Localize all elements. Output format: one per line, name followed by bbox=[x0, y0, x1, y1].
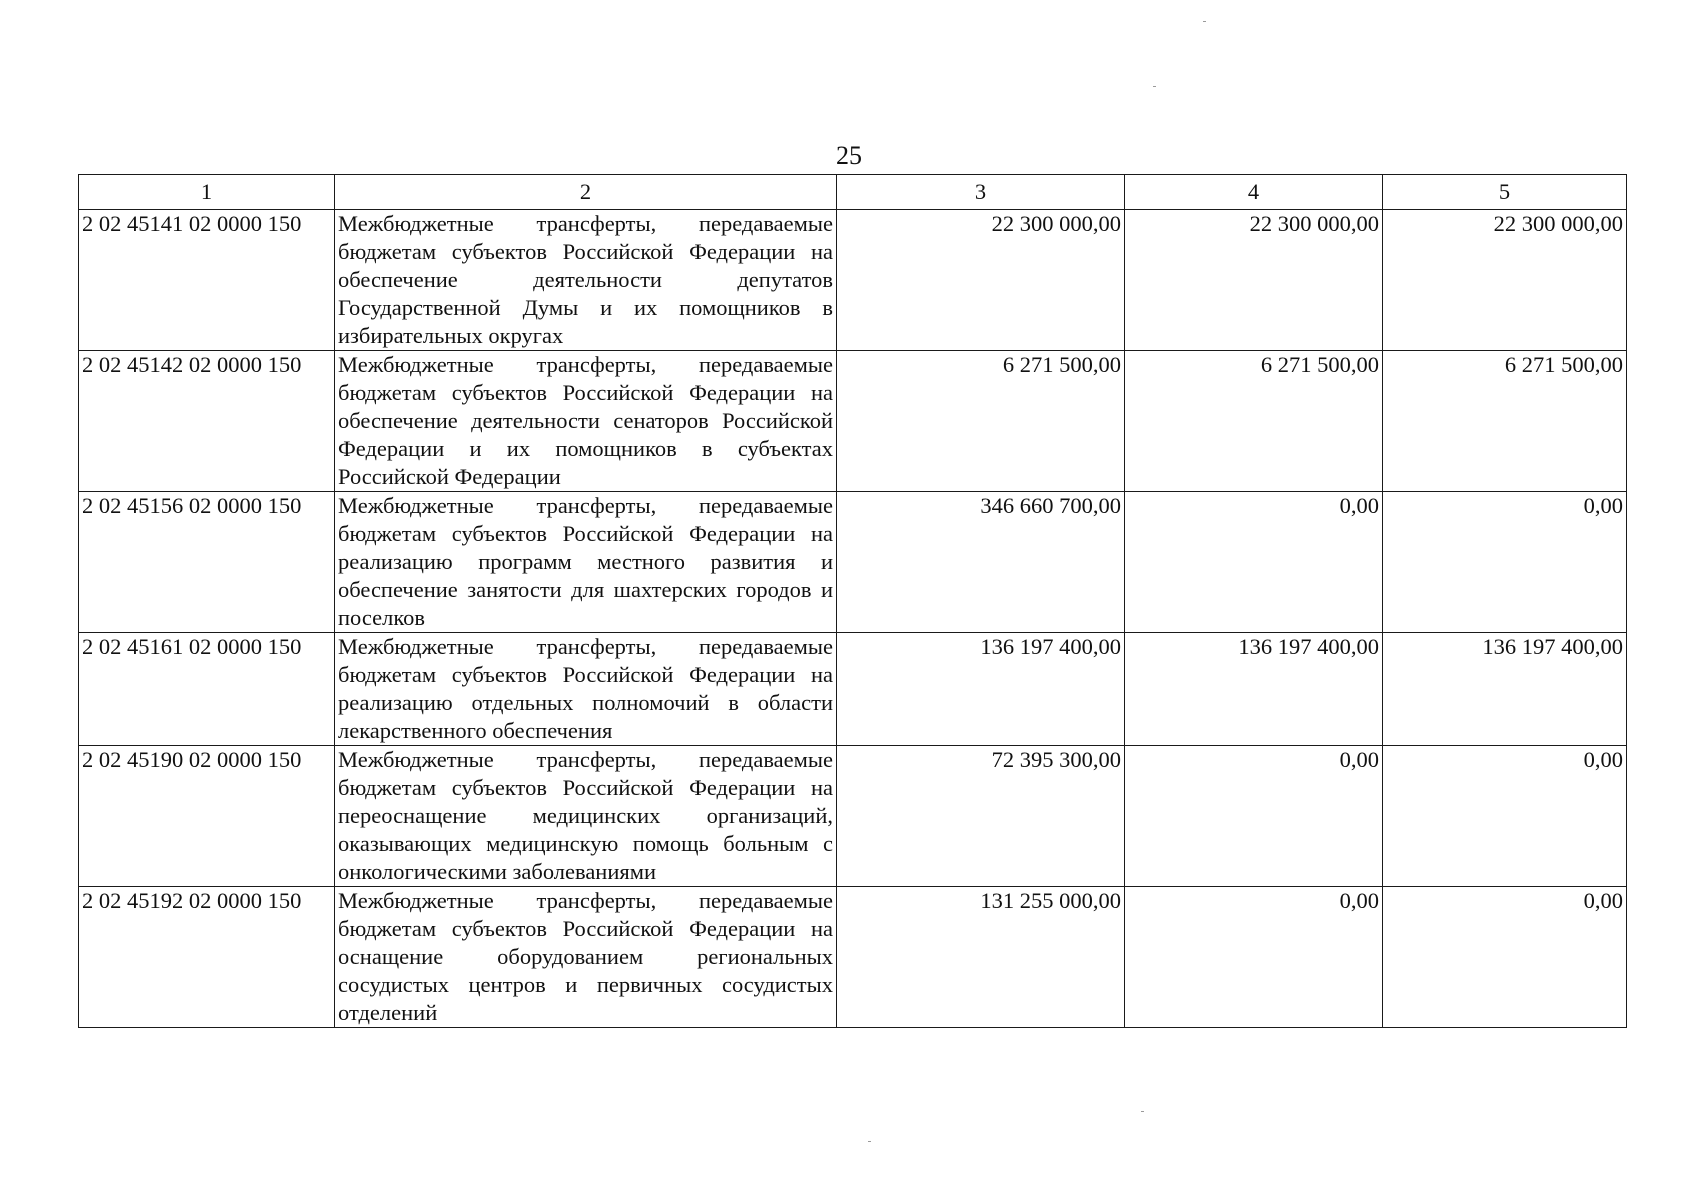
amount-col5-cell: 22 300 000,00 bbox=[1383, 210, 1627, 351]
budget-code-cell: 2 02 45156 02 0000 150 bbox=[79, 492, 335, 633]
amount-col3-cell: 346 660 700,00 bbox=[837, 492, 1125, 633]
amount-col4-cell: 136 197 400,00 bbox=[1125, 633, 1383, 746]
budget-code-cell: 2 02 45192 02 0000 150 bbox=[79, 887, 335, 1028]
table-row bbox=[79, 210, 1627, 351]
amount-col5-cell: 0,00 bbox=[1383, 492, 1627, 633]
amount-col3-cell: 22 300 000,00 bbox=[837, 210, 1125, 351]
description-cell: Межбюджетные трансферты, передаваемые бюджетам субъектов Российской Федерации на реализацию отдельных полномочий в области лекарственного обеспечения bbox=[335, 633, 837, 746]
amount-col5-cell: 0,00 bbox=[1383, 746, 1627, 887]
budget-table bbox=[78, 174, 1627, 1028]
amount-col4-cell: 22 300 000,00 bbox=[1125, 210, 1383, 351]
table-row bbox=[79, 351, 1627, 492]
description-cell: Межбюджетные трансферты, передаваемые бюджетам субъектов Российской Федерации на обеспечение деятельности сенаторов Российской Федерации и их помощников в субъектах Российской Федерации bbox=[335, 351, 837, 492]
description-cell: Межбюджетные трансферты, передаваемые бюджетам субъектов Российской Федерации на переоснащение медицинских организаций, оказывающих медицинскую помощь больным с онкологическими заболеваниями bbox=[335, 746, 837, 887]
budget-code-cell: 2 02 45141 02 0000 150 bbox=[79, 210, 335, 351]
amount-col5-cell: 0,00 bbox=[1383, 887, 1627, 1028]
description-cell: Межбюджетные трансферты, передаваемые бюджетам субъектов Российской Федерации на реализацию программ местного развития и обеспечение занятости для шахтерских городов и поселков bbox=[335, 492, 837, 633]
table-row bbox=[79, 633, 1627, 746]
table-header-row bbox=[79, 175, 1627, 210]
column-header: 1 bbox=[79, 175, 335, 210]
column-header: 2 bbox=[335, 175, 837, 210]
amount-col3-cell: 72 395 300,00 bbox=[837, 746, 1125, 887]
amount-col4-cell: 0,00 bbox=[1125, 492, 1383, 633]
table-row bbox=[79, 887, 1627, 1028]
scan-speck bbox=[868, 1141, 871, 1142]
amount-col3-cell: 6 271 500,00 bbox=[837, 351, 1125, 492]
amount-col3-cell: 131 255 000,00 bbox=[837, 887, 1125, 1028]
amount-col5-cell: 6 271 500,00 bbox=[1383, 351, 1627, 492]
table-row bbox=[79, 746, 1627, 887]
column-header: 3 bbox=[837, 175, 1125, 210]
column-header: 4 bbox=[1125, 175, 1383, 210]
amount-col4-cell: 6 271 500,00 bbox=[1125, 351, 1383, 492]
budget-code-cell: 2 02 45161 02 0000 150 bbox=[79, 633, 335, 746]
budget-code-cell: 2 02 45190 02 0000 150 bbox=[79, 746, 335, 887]
scan-speck bbox=[1141, 1111, 1144, 1112]
amount-col5-cell: 136 197 400,00 bbox=[1383, 633, 1627, 746]
page-number: 25 bbox=[836, 141, 862, 170]
column-header: 5 bbox=[1383, 175, 1627, 210]
scan-speck bbox=[1203, 21, 1206, 22]
amount-col4-cell: 0,00 bbox=[1125, 746, 1383, 887]
budget-code-cell: 2 02 45142 02 0000 150 bbox=[79, 351, 335, 492]
table-row bbox=[79, 492, 1627, 633]
scan-speck bbox=[1153, 86, 1156, 87]
description-cell: Межбюджетные трансферты, передаваемые бюджетам субъектов Российской Федерации на оснащение оборудованием региональных сосудистых центров и первичных сосудистых отделений bbox=[335, 887, 837, 1028]
description-cell: Межбюджетные трансферты, передаваемые бюджетам субъектов Российской Федерации на обеспечение деятельности депутатов Государственной Думы и их помощников в избирательных округах bbox=[335, 210, 837, 351]
amount-col3-cell: 136 197 400,00 bbox=[837, 633, 1125, 746]
amount-col4-cell: 0,00 bbox=[1125, 887, 1383, 1028]
